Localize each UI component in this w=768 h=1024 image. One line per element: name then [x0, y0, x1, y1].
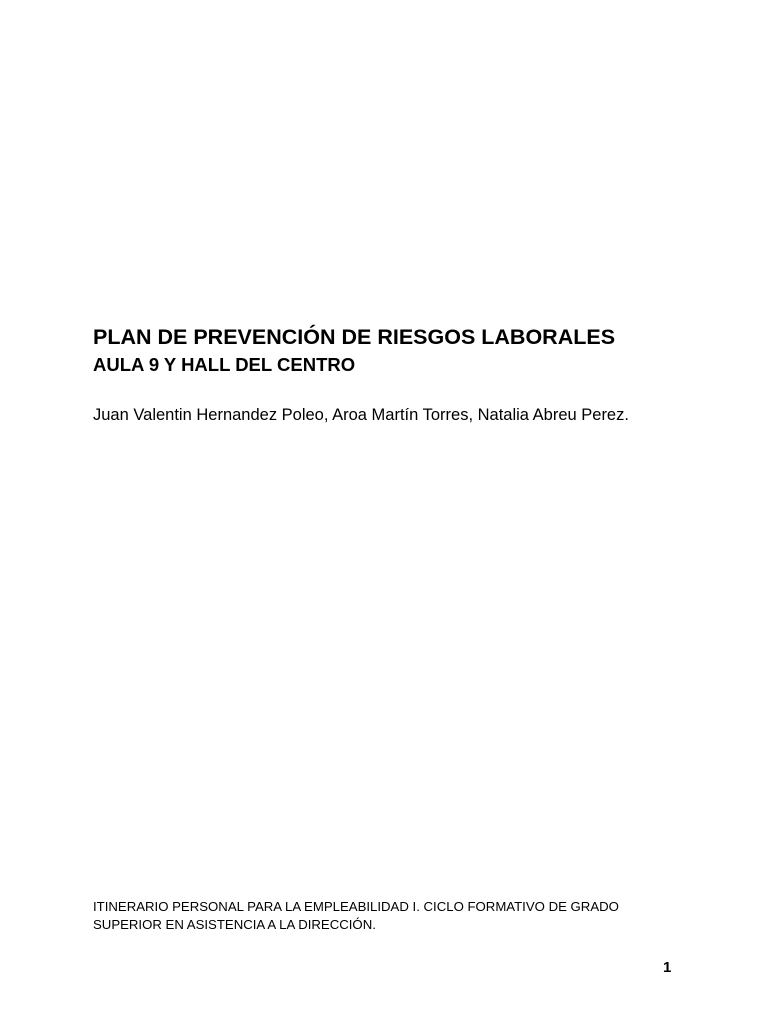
document-subtitle: AULA 9 Y HALL DEL CENTRO	[93, 354, 356, 375]
document-title: PLAN DE PREVENCIÓN DE RIESGOS LABORALES	[93, 325, 616, 349]
course-note: ITINERARIO PERSONAL PARA LA EMPLEABILIDAD I. CICLO FORMATIVO DE GRADO SUPERIOR EN ASISTENCIA A LA DIRECCIÓN.	[93, 899, 619, 932]
authors-line: Juan Valentin Hernandez Poleo, Aroa Martín Torres, Natalia Abreu Perez.	[93, 406, 629, 424]
page-number: 1	[663, 959, 672, 976]
